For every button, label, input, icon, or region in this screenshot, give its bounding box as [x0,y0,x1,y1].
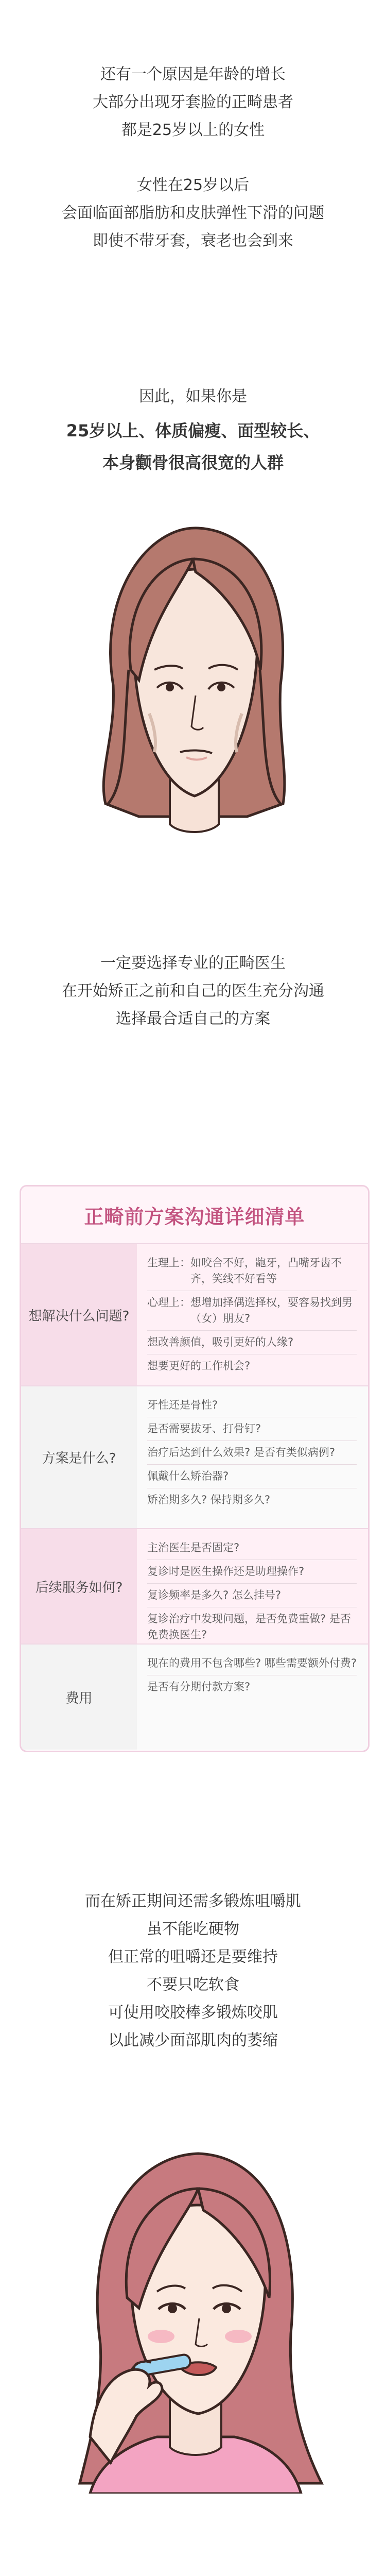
row-label: 后续服务如何? [21,1529,137,1643]
list-item: 现在的费用不包含哪些? 哪些需要额外付费? [147,1652,357,1675]
text-line-bold: 本身颧骨很高很宽的人群 [102,453,284,472]
list-item: 想要更好的工作机会? [147,1360,251,1372]
text-line: 以此减少面部肌肉的萎缩 [108,2031,278,2049]
list-item [147,1251,357,1291]
text-line: 都是25岁以上的女性 [121,121,265,139]
chewing-stick-illustration [0,2128,386,2494]
list-item: 佩戴什么矫治器? [147,1465,357,1488]
pre-treatment-checklist-card [20,1185,370,1752]
row-content [137,1244,368,1385]
text-line: 选择最合适自己的方案 [116,1010,270,1028]
text-line: 即使不带牙套，衰老也会到来 [93,232,293,250]
list-item: 是否有分期付款方案? [147,1681,251,1693]
text-line: 大部分出现牙套脸的正畸患者 [93,93,293,111]
list-item: 想改善颜值，吸引更好的人缘? [147,1331,357,1354]
checklist-row-plan [21,1385,368,1528]
text-line-bold: 25岁以上、体质偏瘦、面型较长、 [66,421,320,440]
text-line: 女性在25岁以后 [136,176,250,194]
item-tag: 生理上： [147,1257,190,1269]
row-label: 想解决什么问题? [21,1244,137,1385]
intro-paragraph-age [0,61,386,144]
item-tag: 心理上： [147,1296,190,1309]
text-line: 可使用咬胶棒多锻炼咬肌 [108,2004,278,2022]
paragraph-chewing-exercise [0,1888,386,2055]
text-line: 但正常的咀嚼还是要维持 [108,1948,278,1966]
list-item: 治疗后达到什么效果? 是否有类似病例? [147,1441,357,1465]
row-label: 方案是什么? [21,1386,137,1528]
text-line: 还有一个原因是年龄的增长 [100,65,286,83]
list-item: 牙性还是骨性? [147,1394,357,1417]
paragraph-women-after-25 [0,172,386,255]
list-item: 复诊频率是多久? 怎么挂号? [147,1584,357,1607]
row-content [137,1529,368,1643]
list-item: 复诊治疗中发现问题，是否免费重做? 是否免费换医生? [147,1613,351,1641]
row-content [137,1645,368,1750]
list-item: 复诊时是医生操作还是助理操作? [147,1560,357,1584]
row-label: 费用 [21,1645,137,1750]
checklist-row-service [21,1528,368,1643]
list-item: 矫治期多久? 保持期多久? [147,1494,270,1506]
item-text: 想增加择偶选择权，要容易找到男（女）朋友? [190,1296,353,1325]
checklist-title: 正畸前方案沟通详细清单 [21,1187,368,1243]
row-content [137,1386,368,1528]
face-illustration [0,515,386,855]
item-text: 如咬合不好，龅牙，凸嘴牙齿不齐，笑线不好看等 [190,1257,342,1285]
list-item: 主治医生是否固定? [147,1536,357,1560]
text-line: 会面临面部脂肪和皮肤弹性下滑的问题 [62,204,324,222]
checklist-row-goals [21,1243,368,1385]
checklist-row-cost [21,1643,368,1750]
list-item: 是否需要拔牙、打骨钉? [147,1417,357,1441]
paragraph-therefore [0,383,386,411]
list-item [147,1291,357,1331]
text-line: 一定要选择专业的正畸医生 [100,954,286,972]
text-line: 不要只吃软食 [147,1976,239,1994]
text-line: 虽不能吃硬物 [147,1920,239,1938]
paragraph-choose-doctor [0,950,386,1033]
text-line: 在开始矫正之前和自己的医生充分沟通 [62,982,324,1000]
paragraph-risk-group [0,415,386,479]
text-line: 因此，如果你是 [139,387,247,405]
text-line: 而在矫正期间还需多锻炼咀嚼肌 [85,1892,301,1910]
